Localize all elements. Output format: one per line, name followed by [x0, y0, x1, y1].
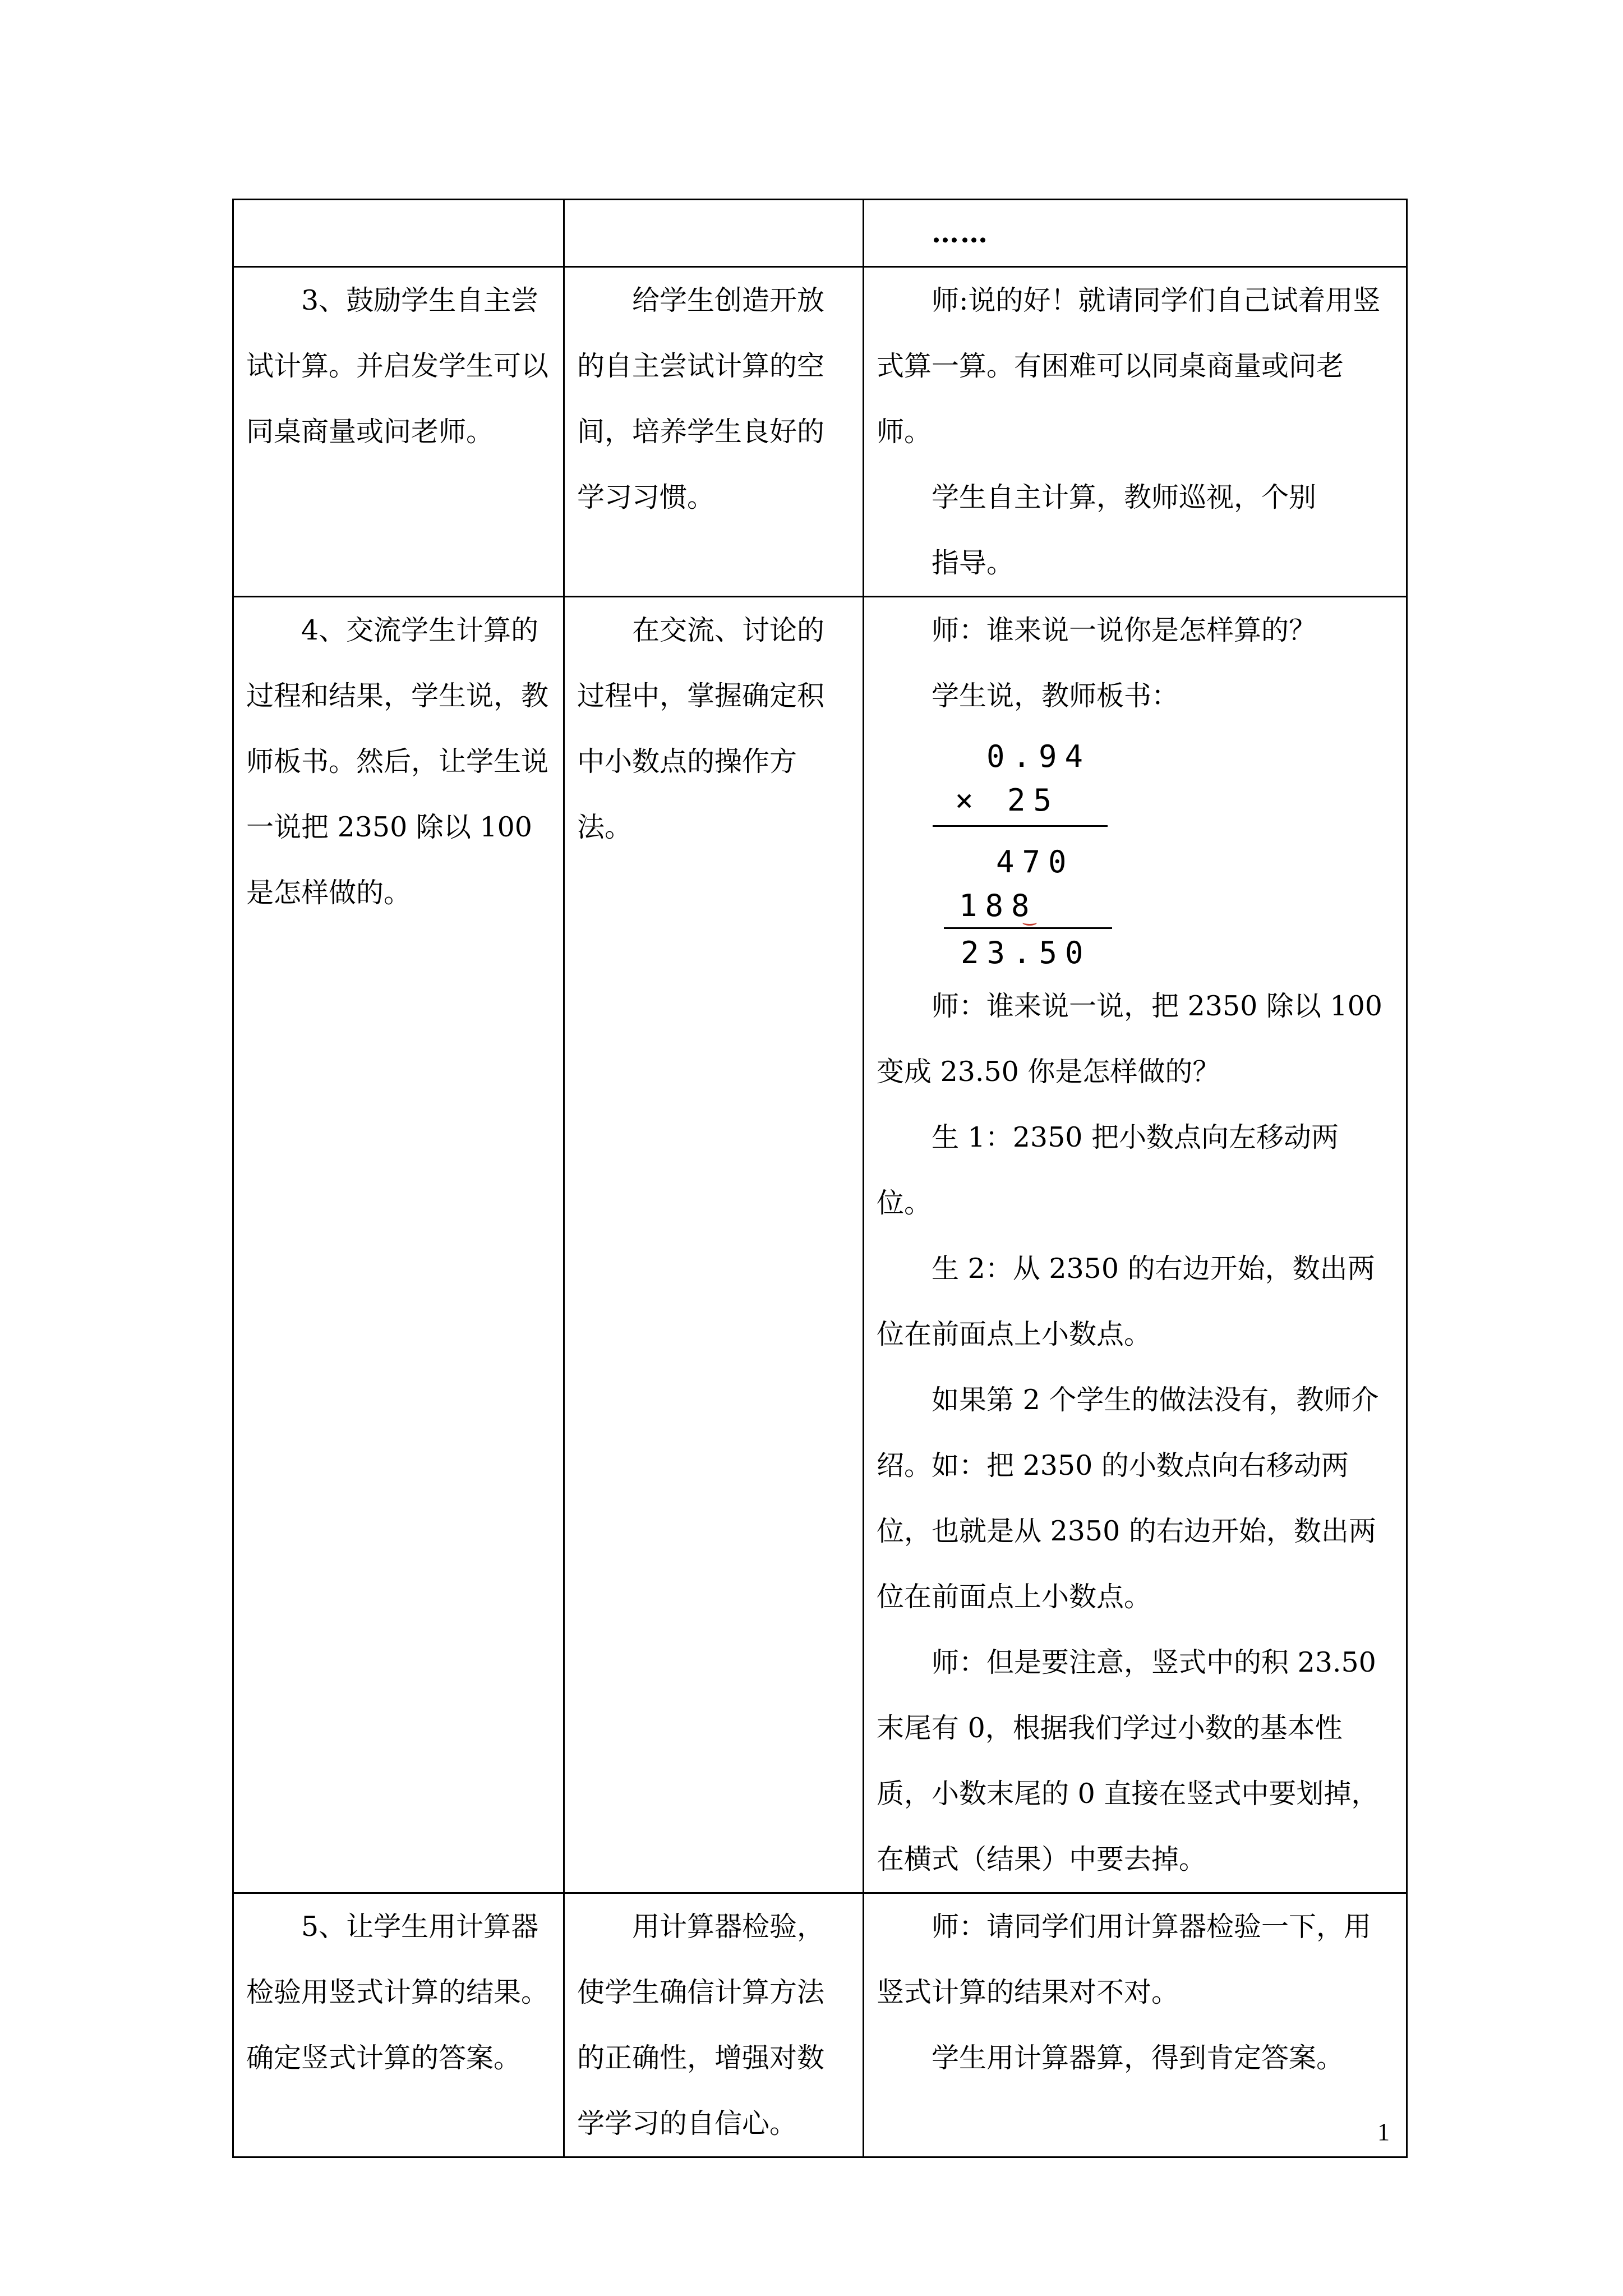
table-cell-intent	[564, 200, 864, 267]
lesson-plan-table	[232, 199, 1408, 2158]
activity-paragraph: 师：谁来说一说你是怎样算的？	[932, 614, 1317, 646]
partial-product-1: 470	[996, 844, 1075, 880]
activity-paragraph: 师：请同学们用计算器检验一下，用竖式计算的结果对不对。	[877, 1911, 1372, 2008]
spellcheck-squiggle	[1022, 919, 1037, 926]
activity-paragraph: 生 2：从 2350 的右边开始，数出两位在前面点上小数点。	[877, 1253, 1375, 1350]
table-cell-activity	[864, 267, 1407, 597]
intent-text: 在交流、讨论的过程中，掌握确定积中小数点的操作方法。	[577, 614, 825, 843]
activity-paragraph: 指导。	[932, 547, 1015, 579]
multiplier: × 25	[955, 783, 1060, 818]
table-cell-intent	[564, 597, 864, 1893]
activity-paragraph: 学生自主计算，教师巡视，个别	[932, 481, 1317, 513]
table-cell-step	[233, 597, 564, 1893]
table-cell-activity	[864, 200, 1407, 267]
activity-paragraph: 师：谁来说一说，把 2350 除以 100 变成 23.50 你是怎样做的？	[877, 990, 1382, 1088]
calc-rule-line	[933, 825, 1108, 827]
activity-paragraph: 师:说的好！就请同学们自己试着用竖式算一算。有困难可以同桌商量或问老师。	[877, 284, 1381, 448]
ellipsis-text: ……	[932, 217, 989, 249]
activity-paragraph: 师：但是要注意，竖式中的积 23.50 末尾有 0，根据我们学过小数的基本性质，小数末尾的 0 直接在竖式中要划掉，在横式（结果）中要去掉。	[877, 1646, 1379, 1875]
table-cell-activity	[864, 1893, 1407, 2157]
intent-text: 给学生创造开放的自主尝试计算的空间，培养学生良好的学习习惯。	[577, 284, 825, 513]
vertical-multiplication	[877, 729, 1394, 973]
table-cell-activity	[864, 597, 1407, 1893]
activity-paragraph: 如果第 2 个学生的做法没有，教师介绍。如：把 2350 的小数点向右移动两位，也就是从 2350 的右边开始，数出两位在前面点上小数点。	[877, 1384, 1379, 1613]
table-row	[233, 200, 1407, 267]
multiplicand: 0.94	[986, 739, 1091, 774]
page-number: 1	[1377, 2118, 1390, 2146]
table-cell-intent	[564, 1893, 864, 2157]
activity-paragraph: 学生说，教师板书：	[932, 680, 1179, 712]
partial-product-2: 188	[959, 888, 1038, 923]
product-result: 23.50	[961, 935, 1091, 970]
table-row	[233, 1893, 1407, 2157]
activity-paragraph: 学生用计算器算，得到肯定答案。	[932, 2042, 1344, 2074]
activity-paragraph: 生 1：2350 把小数点向左移动两位。	[877, 1121, 1339, 1219]
step-text: 3、鼓励学生自主尝试计算。并启发学生可以同桌商量或问老师。	[246, 284, 549, 448]
intent-text: 用计算器检验，使学生确信计算方法的正确性，增强对数学学习的自信心。	[577, 1911, 825, 2139]
step-text: 4、交流学生计算的过程和结果，学生说，教师板书。然后，让学生说一说把 2350 除以 100 是怎样做的。	[246, 614, 549, 909]
table-row	[233, 267, 1407, 597]
calc-rule-line	[944, 927, 1112, 929]
table-cell-intent	[564, 267, 864, 597]
table-cell-step	[233, 1893, 564, 2157]
table-cell-step	[233, 200, 564, 267]
step-text: 5、让学生用计算器检验用竖式计算的结果。确定竖式计算的答案。	[246, 1911, 549, 2074]
table-row	[233, 597, 1407, 1893]
table-cell-step	[233, 267, 564, 597]
